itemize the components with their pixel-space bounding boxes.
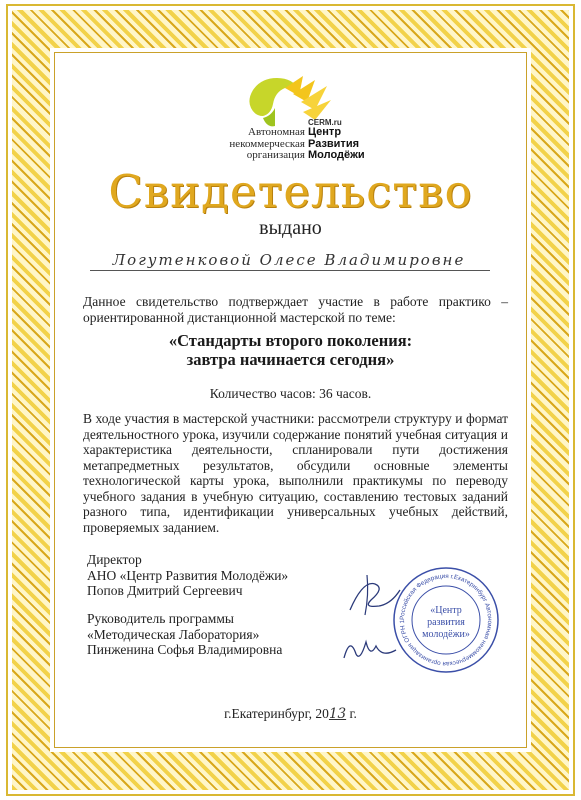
logo-org-name — [308, 127, 398, 162]
director-block — [87, 552, 288, 599]
stamp-line-3: молодёжи» — [422, 629, 470, 640]
footer-year: 13 — [328, 706, 347, 722]
director-name: Попов Дмитрий Сергеевич — [87, 583, 243, 598]
hours-text: Количество часов: 36 часов. — [209, 386, 372, 401]
logo-right-line-1: Центр — [308, 126, 342, 138]
topic-line-2: завтра начинается сегодня» — [186, 350, 395, 369]
logo-left-line-3: организация — [246, 149, 305, 161]
logo-site: CERM.ru — [308, 118, 342, 127]
recipient-name: Логутенковой Олесе Владимировне — [112, 251, 466, 269]
logo-right-line-3: Молодёжи — [308, 149, 365, 161]
issue-place-date — [0, 706, 581, 722]
recipient-underline — [90, 270, 490, 271]
head-role: Руководитель программы — [87, 611, 234, 626]
logo-left-line-1: Автономная — [248, 126, 305, 138]
certificate-title: Свидетельство — [108, 165, 473, 218]
stamp-line-2: развития — [427, 617, 465, 628]
head-name: Пинженина Софья Владимировна — [87, 642, 283, 657]
director-role: Директор — [87, 552, 142, 567]
footer-suffix: г. — [346, 706, 357, 721]
organization-stamp-icon — [391, 565, 501, 675]
intro-text: Данное свидетельство подтверждает участие в работе практико – ориентированной дистанционной мастерской по теме: — [83, 294, 508, 325]
logo-right-line-2: Развития — [308, 137, 360, 150]
logo-org-type — [212, 127, 305, 162]
stamp-line-1: «Центр — [430, 605, 462, 616]
director-org: АНО «Центр Развития Молодёжи» — [87, 567, 289, 583]
program-head-block — [87, 611, 282, 658]
workshop-topic — [0, 331, 581, 369]
stamp-ring-text: Российская Федерация г.Екатеринбург Автономная некоммерческая организация ОГРН 1 — [398, 572, 494, 668]
topic-line-1: «Стандарты второго поколения: — [168, 331, 413, 350]
footer-city: г.Екатеринбург, 20 — [224, 706, 329, 721]
body-text: В ходе участия в мастерской участники: рассмотрели структуру и формат деятельностного урока, изучили содержание понятий учебная ситуация и характеристика деятельности, спланировали пути достижения метапредметных результатов, обсудили основные элементы технологической карты урока, выполнили практикумы по переводу учебного задания в учебную ситуацию, составлению тестовых заданий разного типа, идентификации универсальных учебных действий, проверяемых заданием. — [83, 411, 508, 535]
issued-label: выдано — [259, 217, 322, 239]
logo-left-line-2: некоммерческая — [229, 137, 305, 150]
head-program: «Методическая Лаборатория» — [87, 626, 260, 642]
